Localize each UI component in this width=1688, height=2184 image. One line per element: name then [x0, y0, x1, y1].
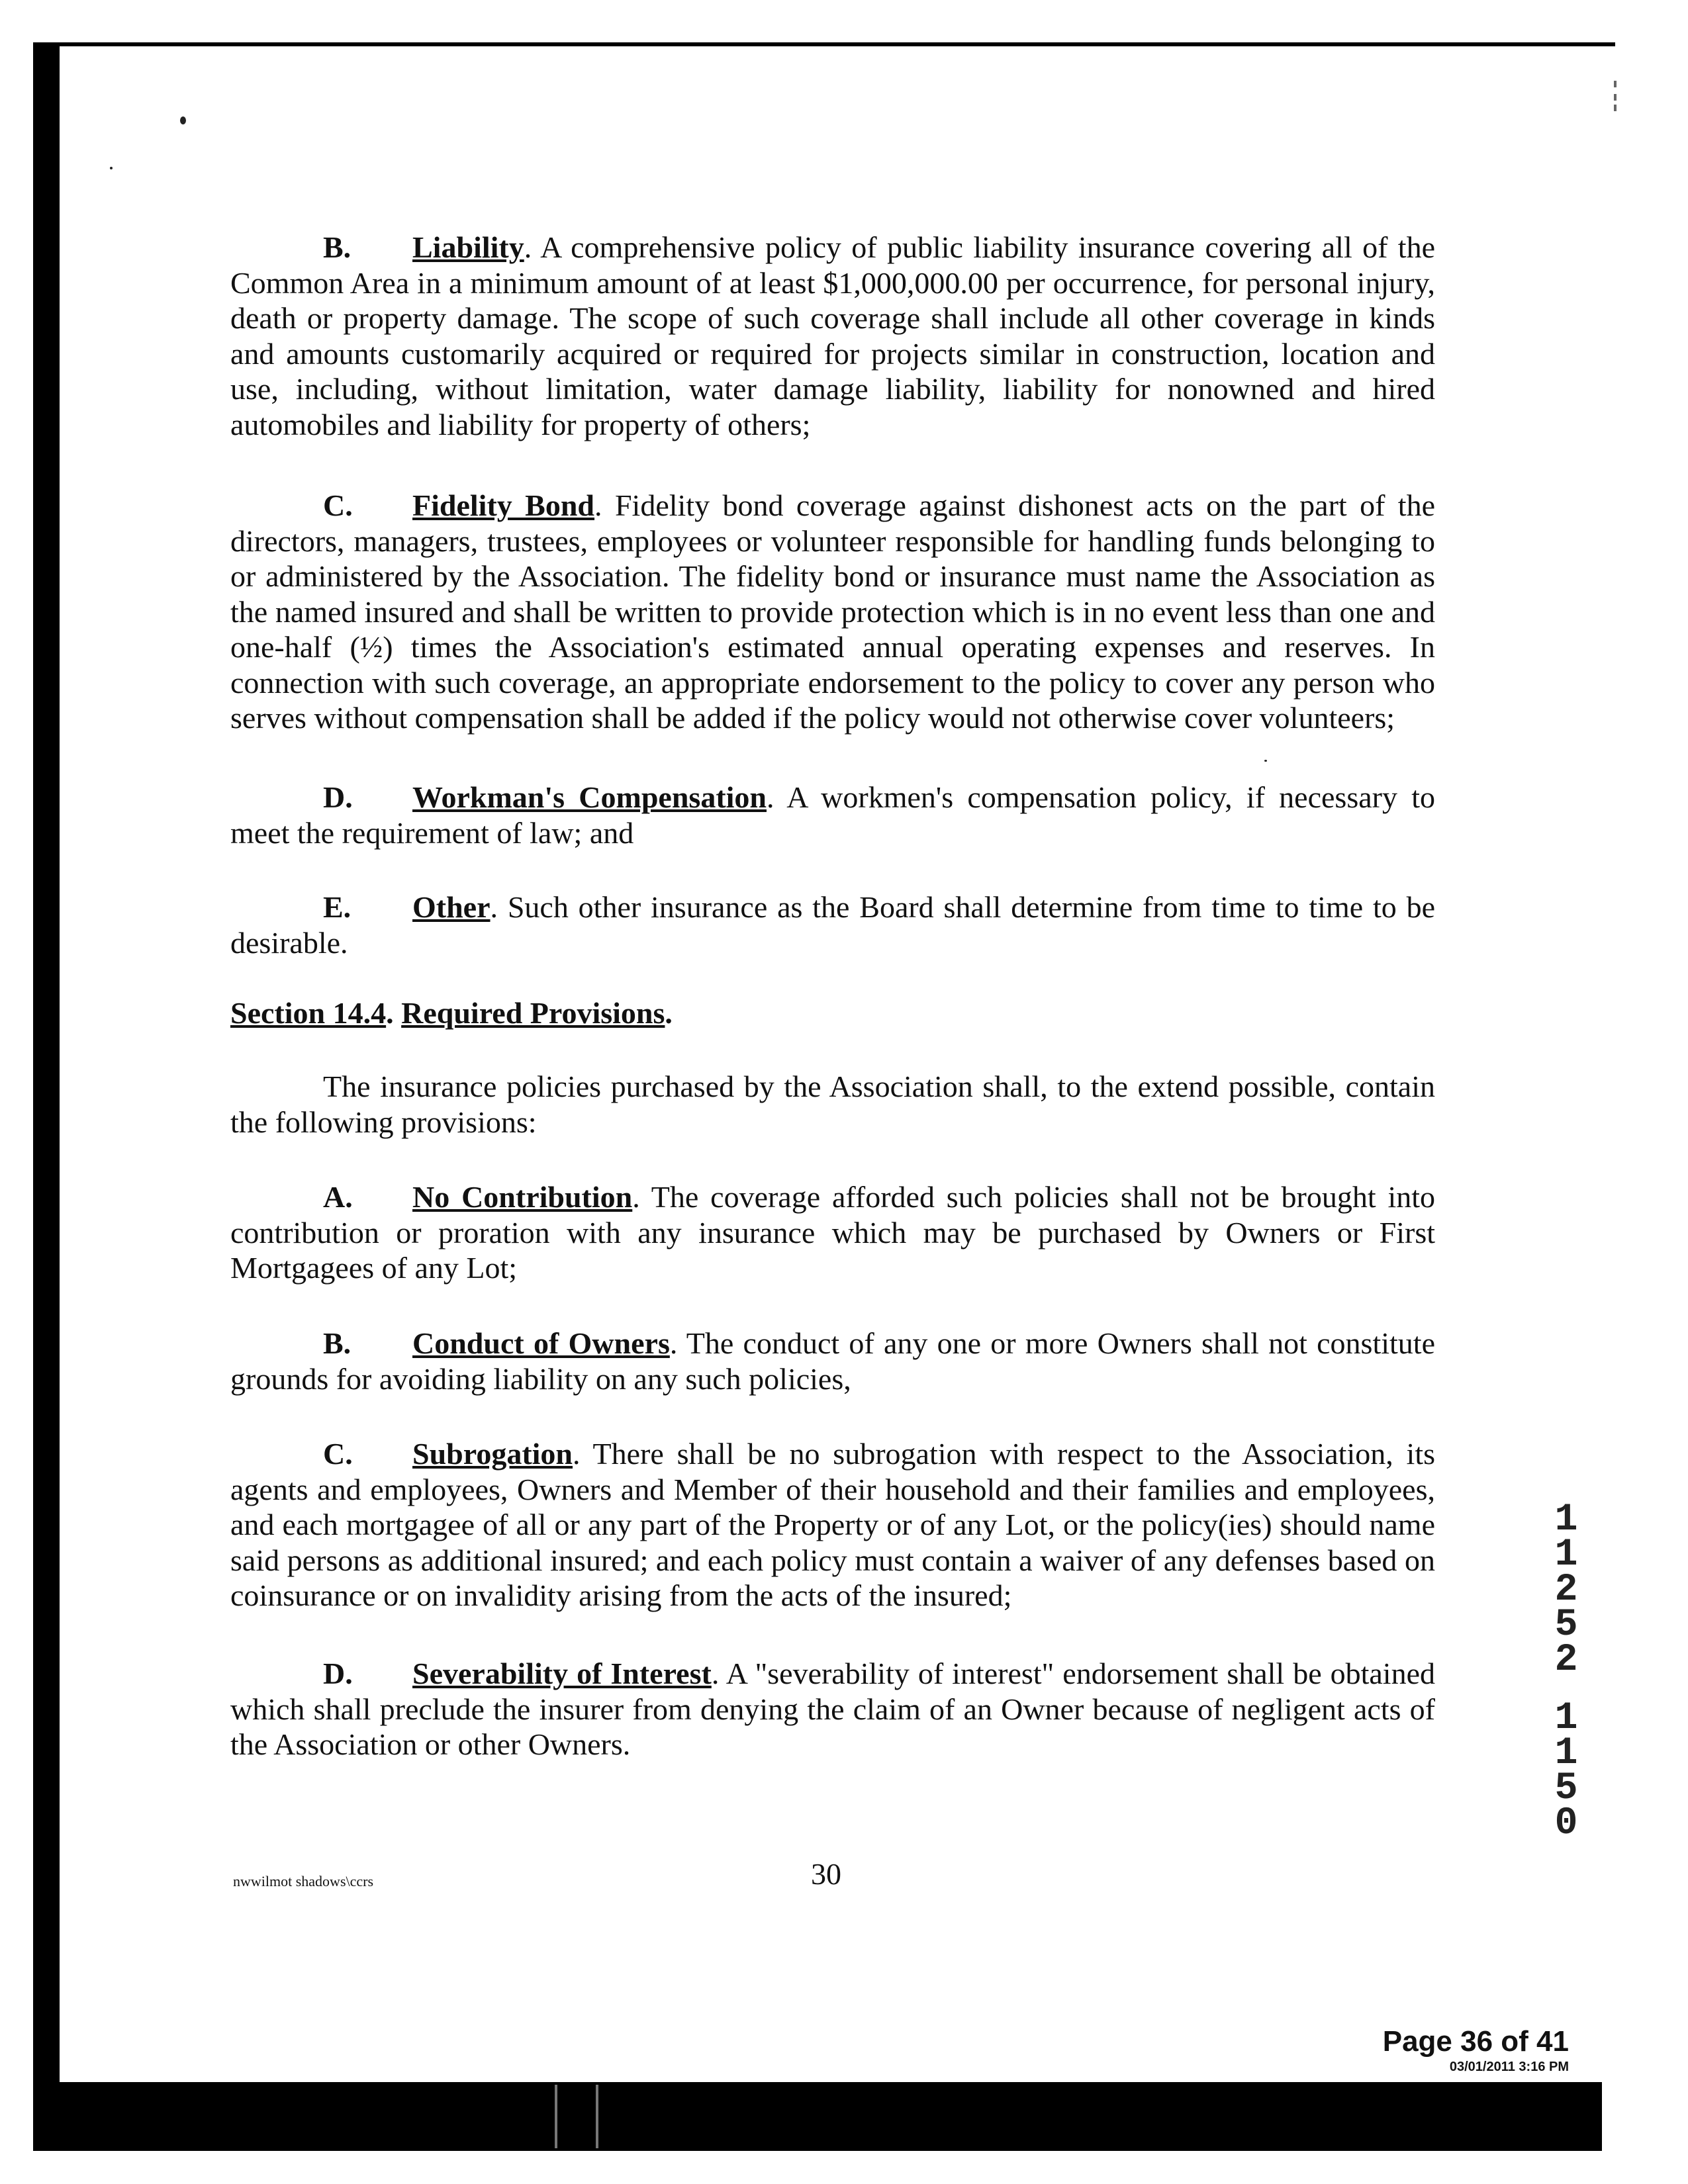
provision-title: No Contribution [412, 1180, 633, 1214]
scan-edge-mark [1614, 105, 1617, 111]
footer-page-number: 30 [811, 1857, 841, 1891]
clause-text: Fidelity bond coverage against dishonest acts on the part of the directors, managers, trustees, employees or volunteer responsible for handling funds belonging to or administered by the Association. The fidelity bond or insurance must name the Association as the named insured and shall be written to provide protection which is in no event less than one and one-half (½) times the Association's estimated annual operating expenses and reserves. In connection with such coverage, an appropriate endorsement to the policy to cover any person who serves without compensation shall be added if the policy would not otherwise cover volunteers; [230, 488, 1436, 735]
provision-label: D. [323, 1657, 353, 1690]
clause-label: E. [323, 890, 352, 924]
clause-fidelity-bond: C. Fidelity Bond. Fidelity bond coverage against dishonest acts on the part of the directors, managers, trustees, employees or volunteer responsible for handling funds belonging to or administered by the Association. The fidelity bond or insurance must name the Association as the named insured and shall be written to provide protection which is in no event less than one and one-half (½) times the Association's estimated annual operating expenses and reserves. In connection with such coverage, an appropriate endorsement to the policy to cover any person who serves without compensation shall be added if the policy would not otherwise cover volunteers; [230, 488, 1436, 735]
clause-title: Other [412, 890, 491, 924]
clause-title: Liability [412, 230, 524, 264]
clause-text: Such other insurance as the Board shall determine from time to time to be desirable. [230, 890, 1435, 960]
scan-speck [1264, 760, 1267, 762]
scan-edge-mark [1614, 81, 1617, 87]
clause-text: A workmen's compensation policy, if necessary to meet the requirement of law; and [230, 780, 1436, 850]
scan-border-bottom [33, 2082, 1602, 2151]
provision-title: Conduct of Owners [412, 1326, 670, 1360]
provision-subrogation: C. Subrogation. There shall be no subrogation with respect to the Association, its agents and employees, Owners and Member of their household and their families and employees, and each mortgagee of all or any part of the Property or of any Lot, or the policy(ies) should name said persons as additional insured; and each policy must contain a waiver of any defenses based on coinsurance or on invalidity arising from the acts of the insured; [230, 1437, 1436, 1612]
provision-title: Subrogation [412, 1437, 573, 1471]
clause-workmans-compensation: D. Workman's Compensation. A workmen's compensation policy, if necessary to meet the requirement of law; and [230, 780, 1436, 850]
provision-text: There shall be no subrogation with respect to the Association, its agents and employees, Owners and Member of their household and their families and employees, and each mortgagee of all or any part of the Property or of any Lot, or the policy(ies) should name said persons as additional insured; and each policy must contain a waiver of any defenses based on coinsurance or on invalidity arising from the acts of the insured; [230, 1437, 1436, 1612]
clause-title: Workman's Compensation [412, 780, 767, 814]
footer-file-path: nwwilmot shadows\ccrs [233, 1873, 374, 1889]
provision-severability-of-interest: D. Severability of Interest. A "severability of interest" endorsement shall be obtained which shall preclude the insurer from denying the claim of an Owner because of negligent acts of the Association or other Owners. [230, 1657, 1436, 1761]
provision-no-contribution: A. No Contribution. The coverage afforded such policies shall not be brought into contribution or proration with any insurance which may be purchased by Owners or First Mortgagees of any Lot; [230, 1180, 1436, 1285]
provision-label: B. [323, 1326, 352, 1360]
provision-label: A. [323, 1180, 353, 1214]
clause-label: C. [323, 488, 353, 522]
scan-bar-mark [596, 2085, 598, 2148]
scan-speck [110, 167, 113, 169]
provision-title: Severability of Interest [412, 1657, 712, 1690]
provision-conduct-of-owners: B. Conduct of Owners. The conduct of any one or more Owners shall not constitute grounds for avoiding liability on any such policies, [230, 1326, 1435, 1396]
clause-label: D. [323, 780, 353, 814]
recording-stamp-top: 11252 [1554, 1498, 1578, 1682]
clause-text: A comprehensive policy of public liability insurance covering all of the Common Area in a minimum amount of at least $1,000,000.00 per occurrence, for personal injury, death or property damage. The scope of such coverage shall include all other coverage in kinds and amounts customarily acquired or required for projects similar in construction, location and use, including, without limitation, water damage liability, liability for nonowned and hired automobiles and liability for property of others; [230, 230, 1435, 441]
provision-text: The coverage afforded such policies shall not be brought into contribution or proration with any insurance which may be purchased by Owners or First Mortgagees of any Lot; [230, 1180, 1436, 1285]
scan-bar-mark [555, 2085, 557, 2148]
page-counter: Page 36 of 41 [1382, 2025, 1569, 2058]
recording-stamp-bottom: 1150 [1554, 1697, 1578, 1845]
clause-liability: B. Liability. A comprehensive policy of public liability insurance covering all of the Common Area in a minimum amount of at least $1,000,000.00 per occurrence, for personal injury, death or property damage. The scope of such coverage shall include all other coverage in kinds and amounts customarily acquired or required for projects similar in construction, location and use, including, without limitation, water damage liability, liability for nonowned and hired automobiles and liability for property of others; [230, 230, 1435, 441]
section-intro: The insurance policies purchased by the Association shall, to the extend possible, contain the following provisions: [230, 1069, 1435, 1139]
print-timestamp: 03/01/2011 3:16 PM [1449, 2060, 1569, 2074]
provision-label: C. [323, 1437, 353, 1471]
scan-border-top [33, 42, 1615, 46]
provision-text: The conduct of any one or more Owners shall not constitute grounds for avoiding liability on any such policies, [230, 1326, 1435, 1396]
clause-title: Fidelity Bond [412, 488, 595, 522]
section-title: Required Provisions [401, 996, 665, 1030]
scan-border-left [33, 42, 60, 2151]
scan-speck [180, 116, 186, 124]
scan-edge-mark [1614, 94, 1617, 101]
clause-label: B. [323, 230, 352, 264]
clause-other: E. Other. Such other insurance as the Board shall determine from time to time to be desirable. [230, 890, 1435, 960]
section-heading: Section 14.4. Required Provisions. [230, 996, 673, 1030]
provision-text: A "severability of interest" endorsement shall be obtained which shall preclude the insurer from denying the claim of an Owner because of negligent acts of the Association or other Owners. [230, 1657, 1436, 1761]
section-number: Section 14.4 [230, 996, 387, 1030]
